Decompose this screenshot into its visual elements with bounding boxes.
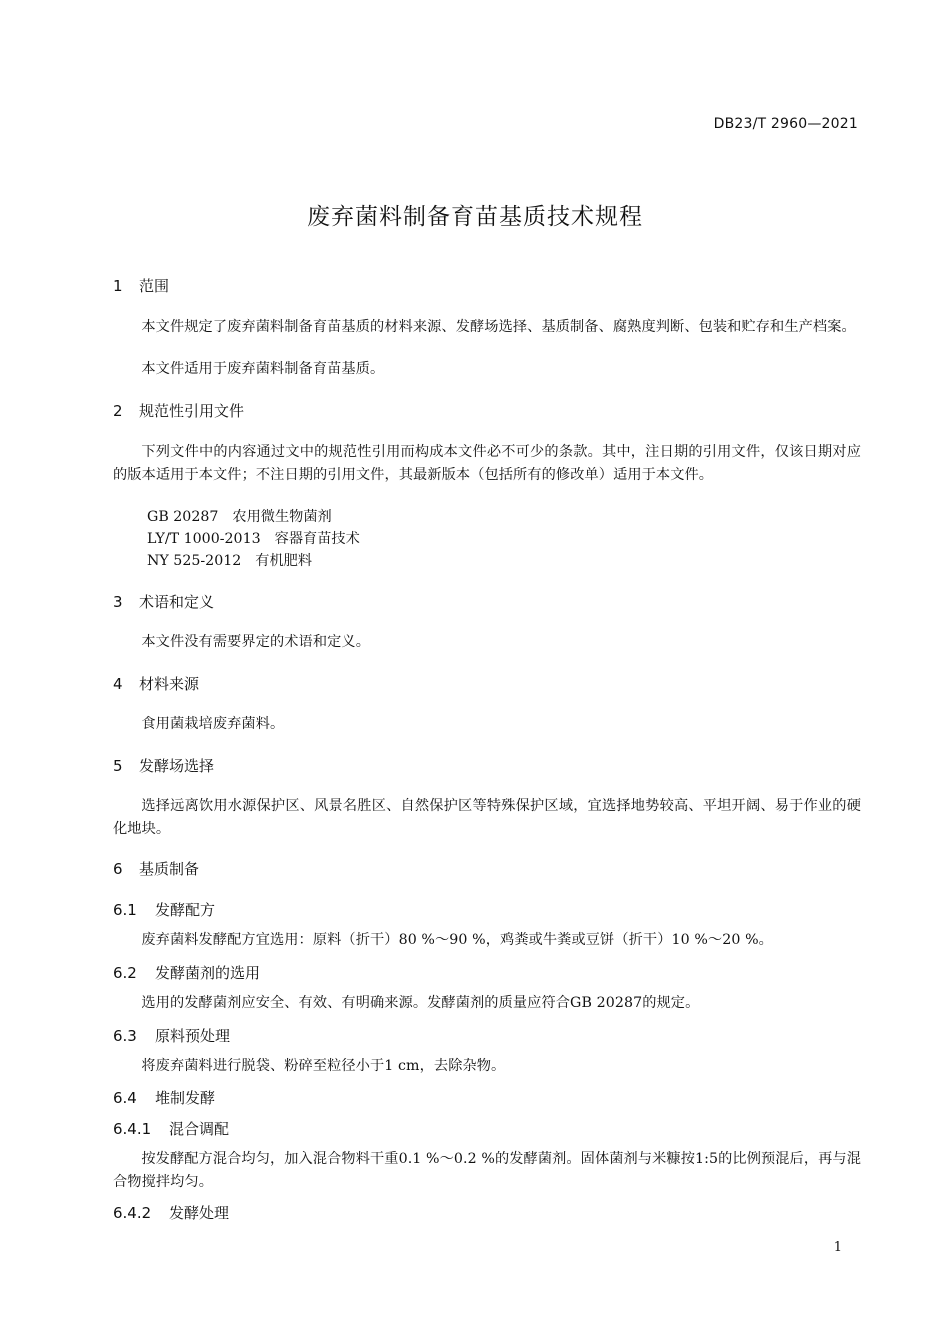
reference-name: 农用微生物菌剂 [232,509,332,525]
subsection-6-3-heading [113,1025,861,1046]
section-3-paragraph-1: 本文件没有需要界定的术语和定义。 [141,634,370,650]
reference-name: 有机肥料 [255,553,313,569]
subsection-6-4-heading [113,1087,861,1108]
section-title: 范围 [139,277,170,295]
section-1-paragraph-1: 本文件规定了废弃菌料制备育苗基质的材料来源、发酵场选择、基质制备、腐熟度判断、包装和贮存和生产档案。 [141,319,856,335]
reference-code: GB 20287 [147,509,219,525]
reference-item [113,528,895,550]
section-5-paragraph-1: 选择远离饮用水源保护区、风景名胜区、自然保护区等特殊保护区域，宜选择地势较高、平坦开阔、易于作业的硬化地块。 [113,798,861,837]
page-number: 1 [833,1240,842,1255]
reference-item [113,506,895,528]
subsection-6-2-heading [113,962,861,983]
section-4-heading [113,673,861,694]
reference-name: 容器育苗技术 [274,531,360,547]
subsection-number: 6.4 [113,1089,137,1107]
subsection-6-4-2-heading [113,1202,861,1223]
document-code: DB23/T 2960—2021 [713,116,858,132]
section-3-heading [113,591,861,612]
subsection-6-1-paragraph: 废弃菌料发酵配方宜选用：原料（折干）80 %～90 %，鸡粪或牛粪或豆饼（折干）10 %～20 %。 [141,932,773,948]
section-title: 材料来源 [139,675,200,693]
subsection-title: 发酵菌剂的选用 [155,964,261,982]
subsection-6-1-heading [113,899,861,920]
section-2-heading [113,400,861,421]
subsection-number: 6.4.2 [113,1204,152,1222]
section-title: 术语和定义 [139,593,215,611]
section-title: 规范性引用文件 [139,402,245,420]
section-4-paragraph-1: 食用菌栽培废弃菌料。 [141,716,285,732]
subsection-number: 6.4.1 [113,1120,152,1138]
section-number: 1 [113,277,123,295]
section-6-heading [113,858,861,879]
subsection-title: 原料预处理 [155,1027,231,1045]
section-1-heading [113,275,861,296]
section-number: 5 [113,757,123,775]
section-number: 2 [113,402,123,420]
subsection-title: 堆制发酵 [155,1089,216,1107]
subsection-number: 6.2 [113,964,137,982]
document-title: 废弃菌料制备育苗基质技术规程 [307,204,643,230]
subsection-title: 发酵配方 [155,901,216,919]
subsection-6-2-paragraph: 选用的发酵菌剂应安全、有效、有明确来源。发酵菌剂的质量应符合GB 20287的规定。 [141,995,700,1011]
section-1-paragraph-2: 本文件适用于废弃菌料制备育苗基质。 [141,361,385,377]
subsection-6-4-1-paragraph: 按发酵配方混合均匀，加入混合物料干重0.1 %～0.2 %的发酵菌剂。固体菌剂与米糠按1:5的比例预混后，再与混合物搅拌均匀。 [113,1151,861,1190]
section-number: 6 [113,860,123,878]
reference-code: LY/T 1000-2013 [147,531,261,547]
section-5-heading [113,755,861,776]
section-title: 发酵场选择 [139,757,215,775]
reference-code: NY 525-2012 [147,553,242,569]
subsection-number: 6.3 [113,1027,137,1045]
subsection-title: 发酵处理 [169,1204,230,1222]
section-number: 4 [113,675,123,693]
section-2-paragraph-1: 下列文件中的内容通过文中的规范性引用而构成本文件必不可少的条款。其中，注日期的引用文件，仅该日期对应的版本适用于本文件；不注日期的引用文件，其最新版本（包括所有的修改单）适用于本文件。 [113,444,861,483]
subsection-title: 混合调配 [169,1120,230,1138]
subsection-number: 6.1 [113,901,137,919]
section-number: 3 [113,593,123,611]
reference-item [113,550,895,572]
section-title: 基质制备 [139,860,200,878]
subsection-6-3-paragraph: 将废弃菌料进行脱袋、粉碎至粒径小于1 cm，去除杂物。 [141,1058,506,1074]
subsection-6-4-1-heading [113,1118,861,1139]
